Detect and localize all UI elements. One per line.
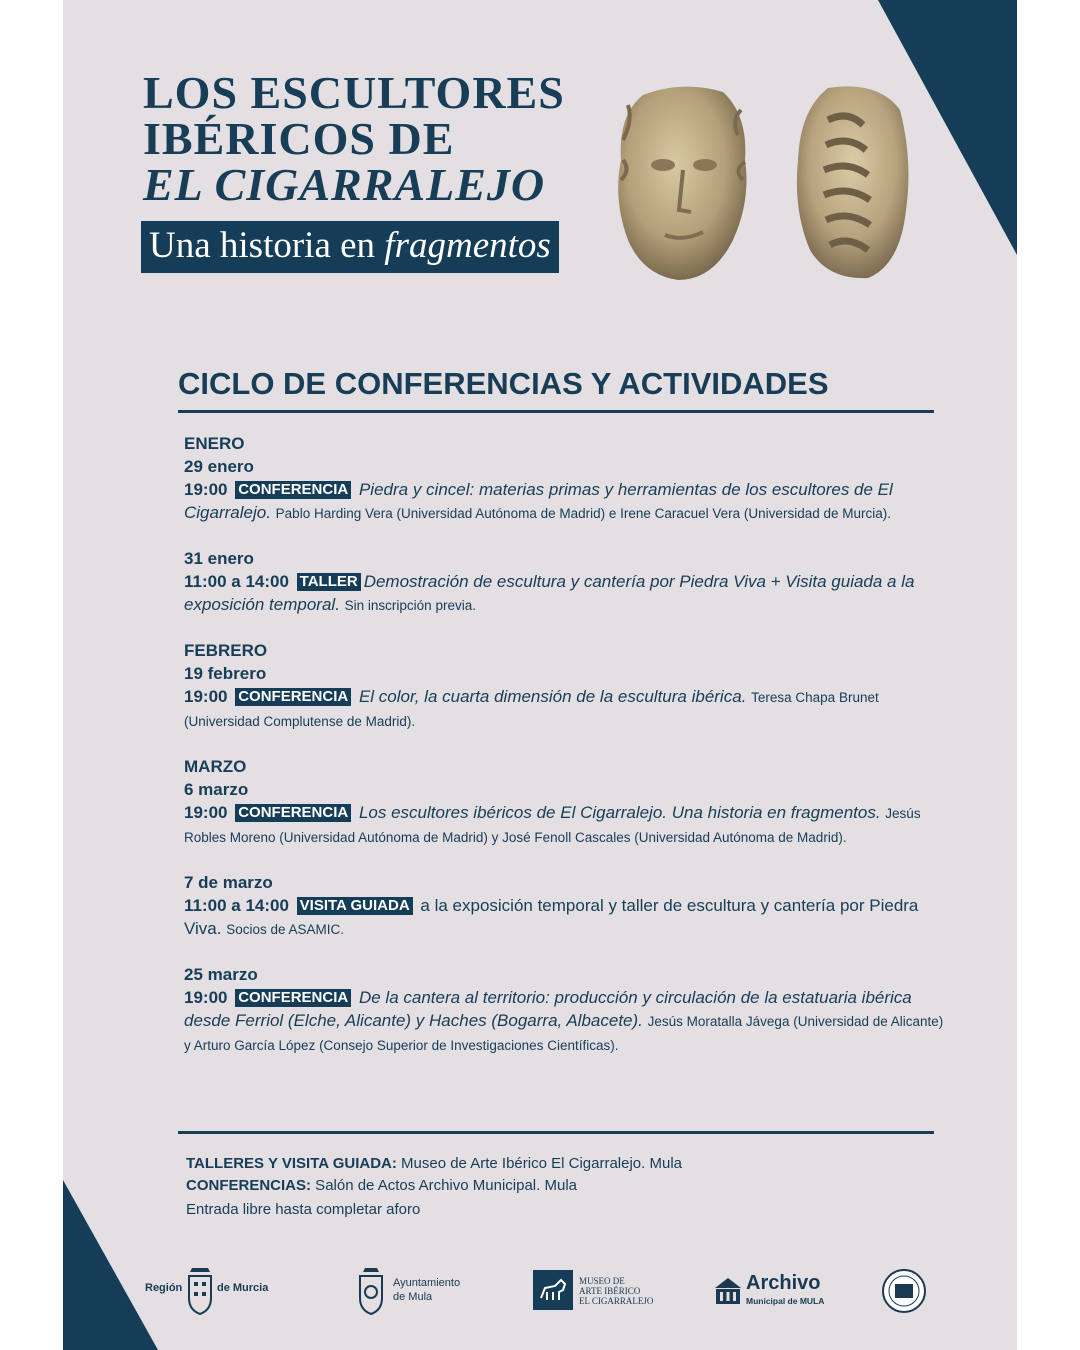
info-talleres (186, 1153, 946, 1175)
section-heading: CICLO DE CONFERENCIAS Y ACTIVIDADES (178, 366, 829, 401)
title-line-2: IBÉRICOS DE (143, 113, 455, 164)
title-line-3: EL CIGARRALEJO (143, 159, 546, 210)
logo-region-right-text: de Murcia (217, 1282, 269, 1294)
event-detail (184, 986, 946, 1057)
event-block (184, 871, 946, 941)
sponsor-logos (63, 1262, 1017, 1322)
sculpture-fragment-image (788, 80, 913, 280)
logo-museo-line2: ARTE IBÉRICO (579, 1286, 641, 1296)
event-detail (184, 801, 946, 849)
logo-archivo-sub: Municipal de MULA (746, 1296, 825, 1306)
event-speakers: Jesús Moratalla Jávega (Universidad de Alicante) y Arturo García López (Consejo Superior de Investigaciones Científicas). (184, 1014, 944, 1053)
event-title: De la cantera al territorio: producción y circulación de la estatuaria ibérica desde Ferriol (Elche, Alicante) y Haches (Bogarra, Albacete). (184, 988, 912, 1030)
info-talleres-label: TALLERES Y VISITA GUIADA: (186, 1155, 397, 1172)
event-speakers: Pablo Harding Vera (Universidad Autónoma de Madrid) e Irene Caracuel Vera (Universidad de Murcia). (275, 506, 891, 521)
event-type-badge: CONFERENCIA (235, 481, 351, 499)
divider-bottom (178, 1131, 934, 1134)
logo-ayto-line1: Ayuntamiento (393, 1277, 461, 1289)
event-time: 19:00 (184, 480, 228, 499)
event-note: Sin inscripción previa. (344, 598, 476, 613)
venue-info (186, 1153, 946, 1221)
poster (63, 0, 1017, 1350)
event-block (184, 432, 946, 525)
city-shield-icon (357, 1268, 385, 1316)
event-detail (184, 570, 946, 617)
event-time: 19:00 (184, 803, 228, 822)
event-detail (184, 478, 946, 525)
event-type-badge: TALLER (297, 573, 361, 591)
event-title: El color, la cuarta dimensión de la escultura ibérica. (358, 687, 747, 706)
event-day: 6 marzo (184, 780, 249, 799)
event-title: Demostración de escultura y cantería por Piedra Viva + Visita guiada a la exposición temporal. (184, 572, 915, 614)
subtitle-italic: fragmentos (384, 225, 551, 266)
event-type-badge: CONFERENCIA (235, 688, 351, 706)
event-time: 11:00 a 14:00 (184, 896, 289, 915)
logo-museo-line3: EL CIGARRALEJO (579, 1296, 654, 1306)
event-title: Los escultores ibéricos de El Cigarralejo. Una historia en fragmentos. (358, 803, 881, 822)
event-day: 31 enero (184, 549, 254, 568)
round-seal-icon (881, 1268, 927, 1314)
month-label: FEBRERO (184, 641, 268, 660)
event-block (184, 963, 946, 1057)
info-conferencias-value: Salón de Actos Archivo Municipal. Mula (311, 1177, 577, 1194)
event-type-badge: CONFERENCIA (235, 989, 351, 1007)
event-block (184, 547, 946, 617)
event-speakers: Jesús Robles Moreno (Universidad Autónoma de Madrid) y José Fenoll Cascales (Universidad Autónoma de Madrid). (184, 806, 921, 845)
logo-asamic-seal (881, 1268, 927, 1314)
museum-horse-icon (533, 1270, 573, 1310)
coat-of-arms-icon (186, 1266, 214, 1316)
event-day: 19 febrero (184, 664, 267, 683)
event-day: 25 marzo (184, 965, 258, 984)
logo-region-left-text: Región (145, 1282, 183, 1294)
event-detail (184, 685, 946, 733)
event-type-badge: VISITA GUIADA (297, 897, 413, 915)
event-day: 7 de marzo (184, 873, 273, 892)
logo-museo-cigarralejo (533, 1270, 663, 1312)
month-label: MARZO (184, 757, 247, 776)
divider-top (178, 410, 934, 413)
info-conferencias (186, 1175, 946, 1197)
archive-building-icon (713, 1276, 743, 1306)
event-title: Piedra y cincel: materias primas y herramientas de los escultores de El Cigarralejo. (184, 480, 893, 522)
event-time: 19:00 (184, 687, 228, 706)
info-conferencias-label: CONFERENCIAS: (186, 1177, 312, 1194)
poster-title (143, 67, 565, 210)
event-day: 29 enero (184, 457, 254, 476)
month-label: ENERO (184, 434, 245, 453)
event-speakers: Teresa Chapa Brunet (Universidad Complutense de Madrid). (184, 690, 879, 729)
event-block (184, 755, 946, 849)
title-line-1: LOS ESCULTORES (143, 67, 565, 118)
event-text: a la exposición temporal y taller de escultura y cantería por Piedra Viva. (184, 896, 919, 938)
logo-ayuntamiento-mula (357, 1268, 477, 1318)
subtitle-main: Una historia en (149, 225, 385, 266)
info-talleres-value: Museo de Arte Ibérico El Cigarralejo. Mula (396, 1155, 682, 1172)
logo-ayto-line2: de Mula (393, 1291, 433, 1303)
event-block (184, 639, 946, 733)
event-type-badge: CONFERENCIA (235, 804, 351, 822)
event-time: 11:00 a 14:00 (184, 572, 289, 591)
logo-archivo-title: Archivo (746, 1272, 821, 1294)
logo-archivo-mula (713, 1274, 833, 1314)
subtitle-banner (141, 221, 559, 273)
logo-region-murcia (145, 1266, 275, 1316)
logo-museo-line1: MUSEO DE (579, 1276, 625, 1286)
event-detail (184, 894, 946, 941)
info-entry: Entrada libre hasta completar aforo (186, 1201, 421, 1218)
event-note: Socios de ASAMIC. (226, 922, 345, 937)
event-time: 19:00 (184, 988, 228, 1007)
program-list (184, 432, 946, 1079)
sculpture-head-image (613, 80, 753, 285)
